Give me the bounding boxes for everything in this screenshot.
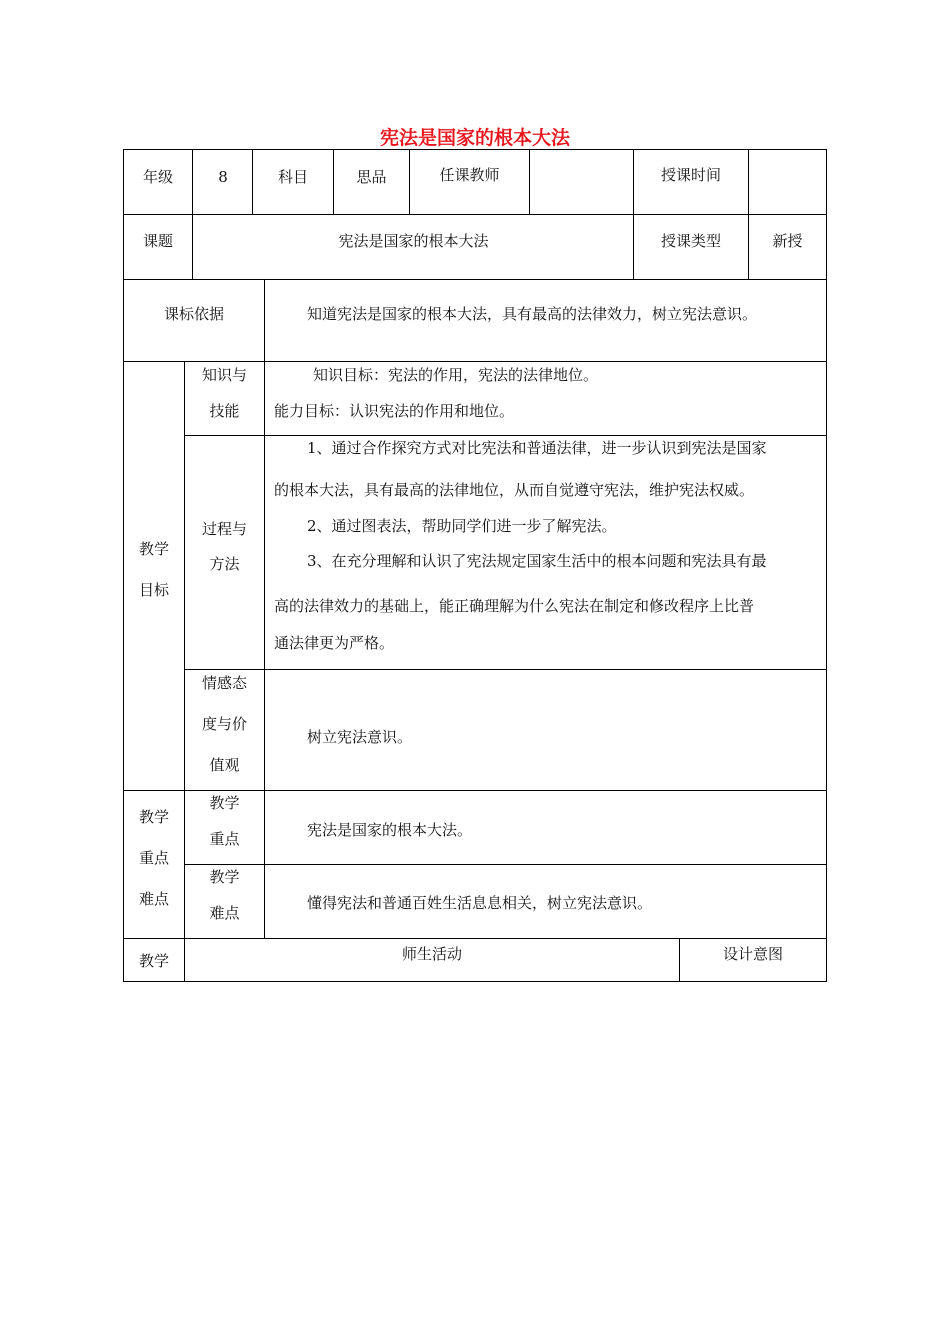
grade-label: 年级 <box>142 168 173 186</box>
focus-label-line1: 教学 <box>209 794 240 812</box>
teacher-label: 任课教师 <box>439 166 500 184</box>
emotion-label-line1: 情感态 <box>201 674 247 692</box>
type-value: 新授 <box>772 232 803 250</box>
process-line: 的根本大法，具有最高的法律地位，从而自觉遵守宪法，维护宪法权威。 <box>274 481 755 499</box>
knowledge-label-line2: 技能 <box>209 402 240 420</box>
basis-label: 课标依据 <box>163 305 224 323</box>
difficulty-label-line1: 教学 <box>209 868 240 886</box>
topic-value: 宪法是国家的根本大法 <box>338 232 489 250</box>
activity-header: 师生活动 <box>401 945 462 963</box>
basis-text: 知道宪法是国家的根本大法，具有最高的法律效力，树立宪法意识。 <box>307 305 758 323</box>
subject-value: 思品 <box>356 168 387 186</box>
difficulty-text: 懂得宪法和普通百姓生活息息相关，树立宪法意识。 <box>307 894 653 912</box>
goals-label-line1: 教学 <box>138 540 169 558</box>
row-divider <box>184 435 827 436</box>
table-border-top <box>123 149 827 150</box>
emotion-text: 树立宪法意识。 <box>307 728 413 746</box>
keypoints-label-line2: 重点 <box>138 849 169 867</box>
row-divider <box>184 669 827 670</box>
process-line: 2、通过图表法，帮助同学们进一步了解宪法。 <box>307 517 617 535</box>
emotion-label-line3: 值观 <box>209 756 240 774</box>
difficulty-label-line2: 难点 <box>209 904 240 922</box>
teaching-process-label: 教学 <box>138 952 169 970</box>
row-divider <box>123 279 827 280</box>
row-divider <box>123 938 827 939</box>
process-label-line1: 过程与 <box>201 520 247 538</box>
grade-value: 8 <box>218 168 228 186</box>
row-divider <box>123 361 827 362</box>
keypoints-label-line1: 教学 <box>138 808 169 826</box>
subject-label: 科目 <box>277 168 308 186</box>
emotion-label-line2: 度与价 <box>201 715 247 733</box>
process-line: 1、通过合作探究方式对比宪法和普通法律，进一步认识到宪法是国家 <box>307 439 767 457</box>
knowledge-label-line1: 知识与 <box>201 366 247 384</box>
page-title: 宪法是国家的根本大法 <box>379 127 570 149</box>
process-line: 通法律更为严格。 <box>274 634 395 652</box>
table-border-bottom <box>123 981 827 982</box>
process-line: 3、在充分理解和认识了宪法规定国家生活中的根本问题和宪法具有最 <box>307 552 767 570</box>
knowledge-line2: 能力目标：认识宪法的作用和地位。 <box>274 402 515 420</box>
time-label: 授课时间 <box>660 166 721 184</box>
topic-label: 课题 <box>142 232 173 250</box>
row-divider <box>123 790 827 791</box>
keypoints-label-line3: 难点 <box>138 890 169 908</box>
process-label-line2: 方法 <box>209 555 240 573</box>
knowledge-line1: 知识目标：宪法的作用，宪法的法律地位。 <box>313 366 599 384</box>
goals-label-line2: 目标 <box>138 581 169 599</box>
focus-label-line2: 重点 <box>209 830 240 848</box>
type-label: 授课类型 <box>660 232 721 250</box>
row-divider <box>184 864 827 865</box>
row-divider <box>123 214 827 215</box>
process-line: 高的法律效力的基础上，能正确理解为什么宪法在制定和修改程序上比普 <box>274 597 755 615</box>
intent-header: 设计意图 <box>722 945 783 963</box>
table-border-right <box>826 149 827 982</box>
focus-text: 宪法是国家的根本大法。 <box>307 821 473 839</box>
